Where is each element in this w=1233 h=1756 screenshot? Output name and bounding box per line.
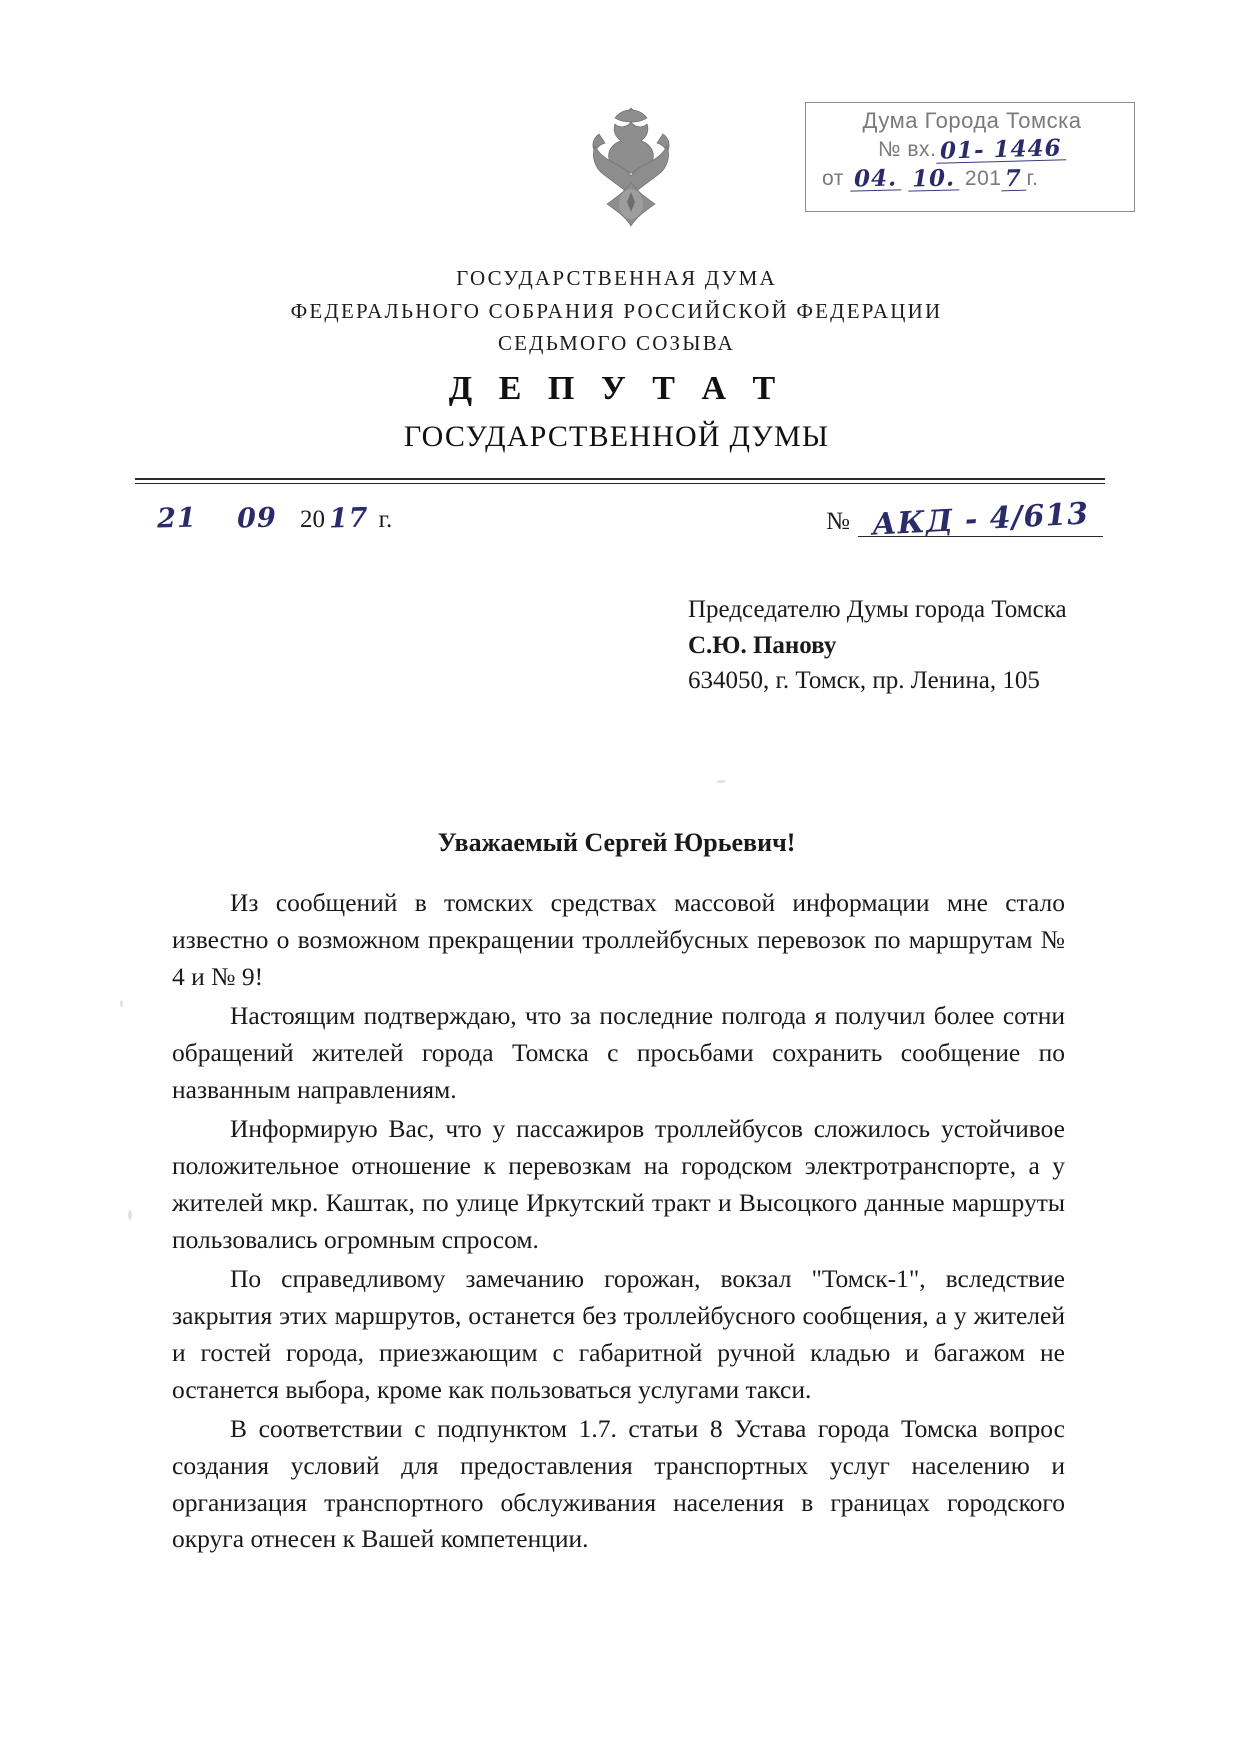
addressee-block <box>688 592 1067 699</box>
header-divider <box>135 478 1105 484</box>
letter-paragraph: В соответствии с подпунктом 1.7. статьи 8 Устава города Томска вопрос создания условий для предоставления транспортных услуг населению и организация транспортного обслуживания населения в границах городского округа отнесен к Вашей компетенции. <box>172 1413 1065 1554</box>
stamp-date-label: от <box>822 167 844 191</box>
document-number-label: № <box>826 508 850 535</box>
letter-paragraph: По справедливому замечанию горожан, вокзал "Томск-1", вследствие закрытия этих маршрутов, останется без троллейбусного сообщения, а у жителей и гостей города, приезжающим с габаритной ручной кладью и багажом не останется выбора, кроме как пользоваться услугами такси. <box>172 1263 1065 1404</box>
letter-body <box>172 885 1065 1560</box>
document-date-day: 21 <box>156 502 198 535</box>
addressee-position: Председателю Думы города Томска <box>688 596 1067 623</box>
stamp-date-month: 10. <box>907 167 959 192</box>
letter-salutation: Уважаемый Сергей Юрьевич! <box>437 828 796 857</box>
letter-paragraph: Настоящим подтверждаю, что за последние полгода я получил более сотни обращений жителей города Томска с просьбами сохранить сообщение по названным направлениям. <box>172 1000 1065 1104</box>
stamp-year-suffix: г. <box>1026 167 1039 191</box>
stamp-date-day: 04. <box>850 167 902 192</box>
document-date-line <box>140 502 393 535</box>
organisation-header <box>0 262 1233 360</box>
document-date-year-static: 20 <box>300 506 325 533</box>
stamp-title: Дума Города Томска <box>862 108 1082 133</box>
document-number-line <box>826 496 1103 543</box>
stamp-incoming-label: № вх. <box>878 138 937 162</box>
addressee-name: С.Ю. Панову <box>688 631 837 659</box>
incoming-registration-stamp <box>805 102 1135 212</box>
page-subtitle: ГОСУДАРСТВЕННОЙ ДУМЫ <box>403 420 830 453</box>
stamp-date-year-hand: 7 <box>1001 167 1027 192</box>
stamp-incoming-value: 01- 1446 <box>936 136 1066 163</box>
org-line-2: ФЕДЕРАЛЬНОГО СОБРАНИЯ РОССИЙСКОЙ ФЕДЕРАЦИИ <box>290 298 943 323</box>
document-date-month: 09 <box>236 502 278 535</box>
document-date-suffix: г. <box>378 506 393 533</box>
letter-paragraph: Из сообщений в томских средствах массовой информации мне стало известно о возможном прекращении троллейбусных перевозок по маршрутам № 4 и № 9! <box>172 888 1065 991</box>
russian-coat-of-arms-icon <box>585 100 677 230</box>
document-number-value: АКД - 4/613 <box>871 496 1090 543</box>
org-line-3: СЕДЬМОГО СОЗЫВА <box>497 331 736 356</box>
document-date-year <box>300 502 373 535</box>
addressee-address: 634050, г. Томск, пр. Ленина, 105 <box>688 667 1040 694</box>
stamp-date-row <box>820 164 1124 193</box>
letter-paragraph: Информирую Вас, что у пассажиров троллейбусов сложилось устойчивое положительное отношение к перевозкам на городском электротранспорте, а у жителей мкр. Каштак, по улице Иркутский тракт и Высоцкого данные маршруты пользовались огромным спросом. <box>172 1113 1065 1254</box>
stamp-incoming-row <box>820 134 1124 165</box>
page-title: Д Е П У Т А Т <box>448 370 785 407</box>
stamp-date-year-static: 201 <box>964 167 1002 191</box>
scan-speck <box>120 1000 123 1007</box>
scan-speck <box>128 1210 132 1220</box>
document-date-year-hand: 17 <box>328 502 369 535</box>
org-line-1: ГОСУДАРСТВЕННАЯ ДУМА <box>456 266 777 290</box>
scan-speck <box>716 780 726 783</box>
